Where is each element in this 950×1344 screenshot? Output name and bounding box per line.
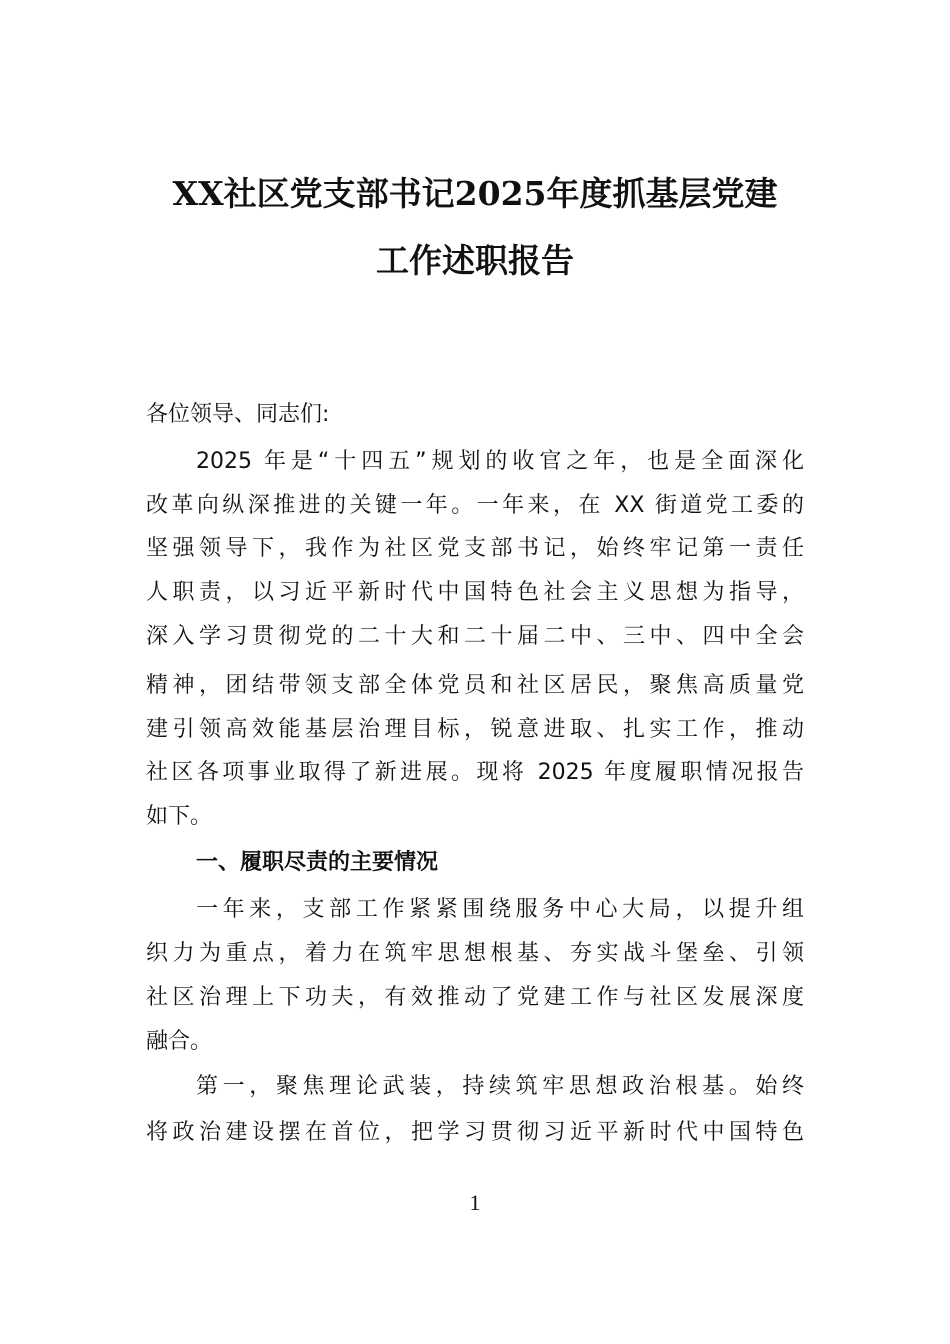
paragraph-2-line: 一年来，支部工作紧紧围绕服务中心大局，以提升组: [196, 897, 804, 922]
page-number: 1: [469, 1190, 481, 1215]
paragraph-1-line: 2025 年是“十四五”规划的收官之年，也是全面深化: [196, 449, 804, 474]
paragraph-3-line: 将政治建设摆在首位，把学习贯彻习近平新时代中国特色: [146, 1120, 804, 1145]
document-title-line-1: XX社区党支部书记2025年度抓基层党建: [172, 174, 778, 213]
paragraph-1-line: 人职责，以习近平新时代中国特色社会主义思想为指导，: [146, 580, 804, 605]
paragraph-2-line: 社区治理上下功夫，有效推动了党建工作与社区发展深度: [146, 985, 804, 1010]
paragraph-2-line: 织力为重点，着力在筑牢思想根基、夯实战斗堡垒、引领: [146, 941, 804, 966]
paragraph-1-line: 精神，团结带领支部全体党员和社区居民，聚焦高质量党: [146, 673, 804, 698]
paragraph-1-line: 改革向纵深推进的关键一年。一年来，在 XX 街道党工委的: [146, 493, 804, 518]
paragraph-1-line: 如下。: [146, 804, 213, 829]
paragraph-1-line: 深入学习贯彻党的二十大和二十届二中、三中、四中全会: [146, 624, 804, 649]
paragraph-3-line: 第一，聚焦理论武装，持续筑牢思想政治根基。始终: [196, 1074, 804, 1099]
paragraph-1-line: 建引领高效能基层治理目标，锐意进取、扎实工作，推动: [146, 717, 804, 742]
paragraph-1-line: 坚强领导下，我作为社区党支部书记，始终牢记第一责任: [146, 536, 804, 561]
paragraph-2-line: 融合。: [146, 1029, 213, 1054]
paragraph-1-line: 社区各项事业取得了新进展。现将 2025 年度履职情况报告: [146, 760, 804, 785]
document-title-line-2: 工作述职报告: [376, 241, 574, 280]
section-heading: 一、履职尽责的主要情况: [196, 850, 439, 875]
salutation: 各位领导、同志们:: [146, 402, 330, 427]
